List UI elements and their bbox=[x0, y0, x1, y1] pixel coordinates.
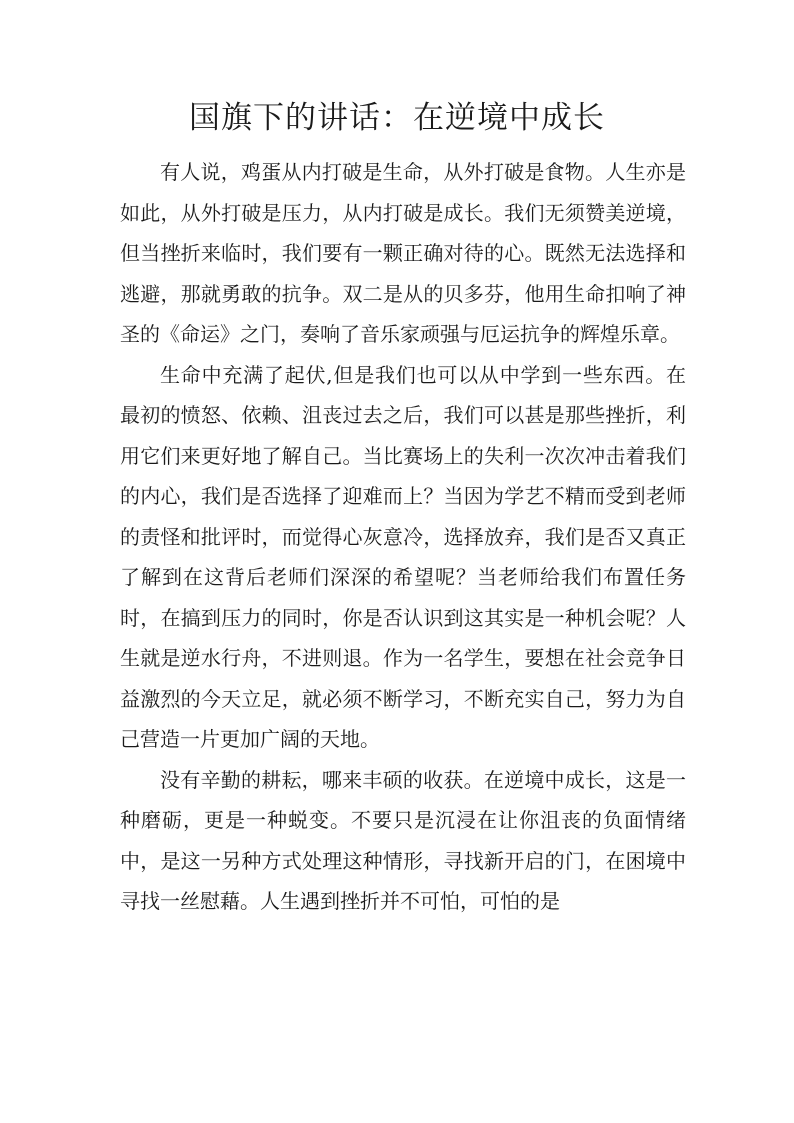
document-body bbox=[120, 152, 686, 922]
paragraph-2: 生命中充满了起伏,但是我们也可以从中学到一些东西。在最初的愤怒、依赖、沮丧过去之后，我们可以甚是那些挫折，利用它们来更好地了解自己。当比赛场上的失利一次次冲击着我们的内心，我们是否选择了迎难而上？当因为学艺不精而受到老师的责怪和批评时，而觉得心灰意冷，选择放弃，我们是否又真正了解到在这背后老师们深深的希望呢？当老师给我们布置任务时，在搞到压力的同时，你是否认识到这其实是一种机会呢？人生就是逆水行舟，不进则退。作为一名学生，要想在社会竞争日益激烈的今天立足，就必须不断学习，不断充实自己，努力为自己营造一片更加广阔的天地。 bbox=[120, 362, 686, 751]
paragraph-3: 没有辛勤的耕耘，哪来丰硕的收获。在逆境中成长，这是一种磨砺，更是一种蜕变。不要只是沉浸在让你沮丧的负面情绪中，是这一另种方式处理这种情形，寻找新开启的门，在困境中寻找一丝慰藉。人生遇到挫折并不可怕，可怕的是 bbox=[120, 767, 686, 913]
document-title: 国旗下的讲话：在逆境中成长 bbox=[189, 100, 605, 136]
paragraph-1: 有人说，鸡蛋从内打破是生命，从外打破是食物。人生亦是如此，从外打破是压力，从内打破是成长。我们无须赞美逆境，但当挫折来临时，我们要有一颗正确对待的心。既然无法选择和逃避，那就勇敢的抗争。双二是从的贝多芬，他用生命扣响了神圣的《命运》之门，奏响了音乐家顽强与厄运抗争的辉煌乐章。 bbox=[120, 160, 686, 346]
